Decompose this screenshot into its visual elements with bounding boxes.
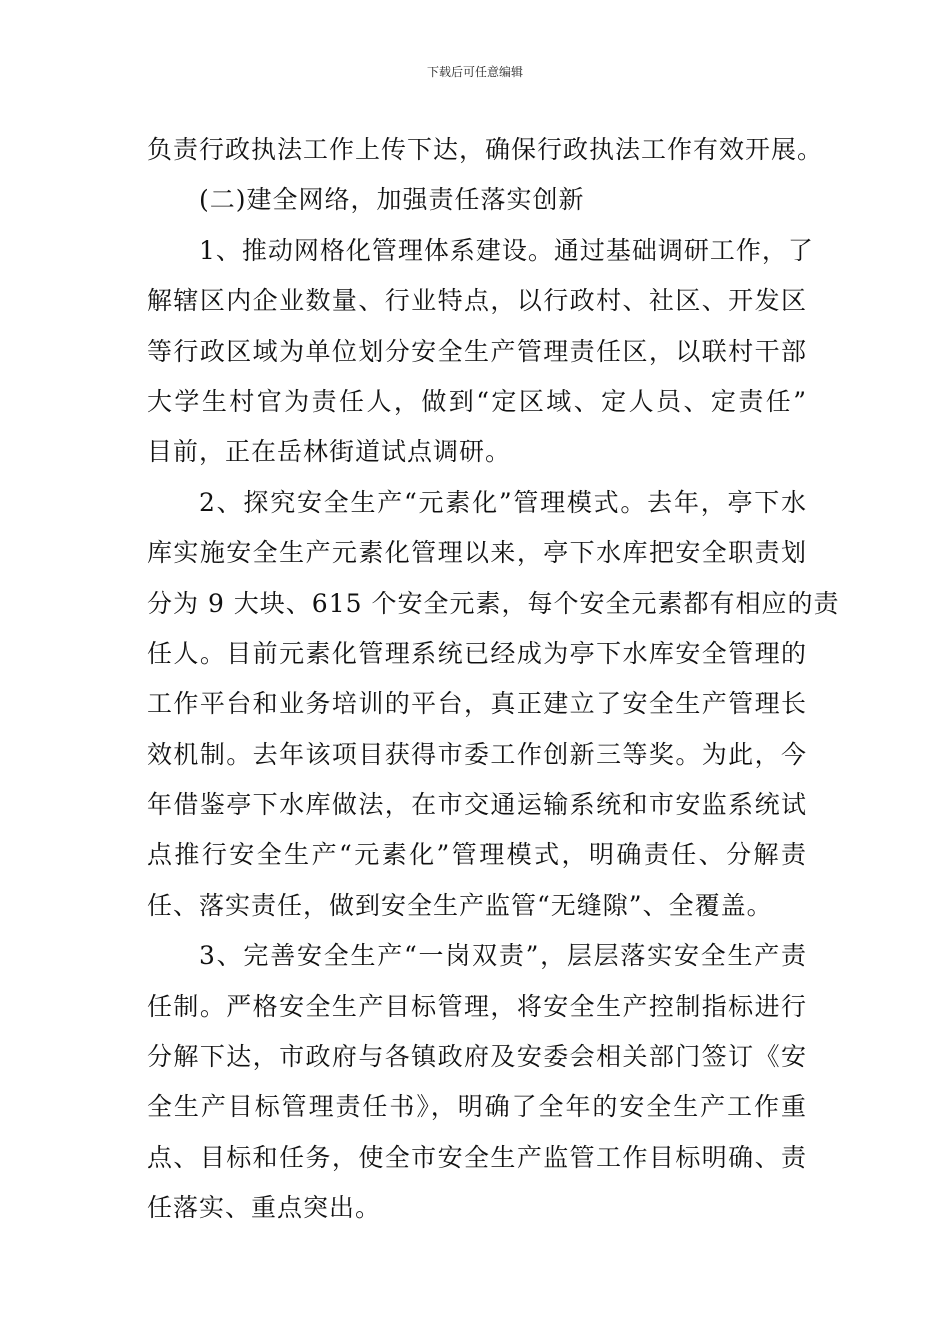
paragraph-item-2	[147, 478, 840, 932]
text-line: 等行政区域为单位划分安全生产管理责任区，以联村干部	[147, 336, 807, 366]
text-line: 点、目标和任务，使全市安全生产监管工作目标明确、责	[147, 1142, 807, 1172]
text-line: 负责行政执法工作上传下达，确保行政执法工作有效开展。	[147, 135, 824, 164]
text-line: 目前，正在岳林街道试点调研。	[147, 437, 512, 467]
text-line: 全生产目标管理责任书》，明确了全年的安全生产工作重	[147, 1092, 807, 1122]
text-line: 任、落实责任，做到安全生产监管“无缝隙”、全覆盖。	[147, 890, 773, 920]
text-line: 效机制。去年该项目获得市委工作创新三等奖。为此，今	[147, 739, 807, 769]
text-line: 2、探究安全生产“元素化”管理模式。去年，亭下水	[199, 487, 807, 517]
text-line: 分为 9 大块、615 个安全元素，每个安全元素都有相应的责	[147, 588, 840, 618]
text-line: 任人。目前元素化管理系统已经成为亭下水库安全管理的	[147, 638, 807, 668]
text-line: 任制。严格安全生产目标管理，将安全生产控制指标进行	[147, 991, 807, 1021]
section-heading	[147, 175, 807, 225]
text-line: (二)建全网络，加强责任落实创新	[199, 185, 585, 215]
text-line: 年借鉴亭下水库做法，在市交通运输系统和市安监系统试	[147, 790, 807, 820]
document-body	[147, 125, 840, 1234]
text-line: 分解下达，市政府与各镇政府及安委会相关部门签订《安	[147, 1042, 807, 1072]
text-line: 工作平台和业务培训的平台，真正建立了安全生产管理长	[147, 689, 807, 719]
paragraph-item-1	[147, 226, 814, 478]
text-line: 库实施安全生产元素化管理以来，亭下水库把安全职责划	[147, 538, 807, 568]
text-line: 3、完善安全生产“一岗双责”，层层落实安全生产责	[199, 941, 807, 971]
page-header: 下载后可任意编辑	[426, 65, 523, 79]
paragraph-item-3	[147, 931, 807, 1233]
text-line: 解辖区内企业数量、行业特点，以行政村、社区、开发区	[147, 286, 807, 316]
text-line: 大学生村官为责任人，做到“定区域、定人员、定责任”	[147, 386, 807, 416]
text-line: 任落实、重点突出。	[147, 1193, 382, 1223]
text-line: 点推行安全生产“元素化”管理模式，明确责任、分解责	[147, 840, 807, 870]
text-line: 1、推动网格化管理体系建设。通过基础调研工作，了	[199, 235, 814, 265]
paragraph-continuation	[147, 125, 824, 175]
